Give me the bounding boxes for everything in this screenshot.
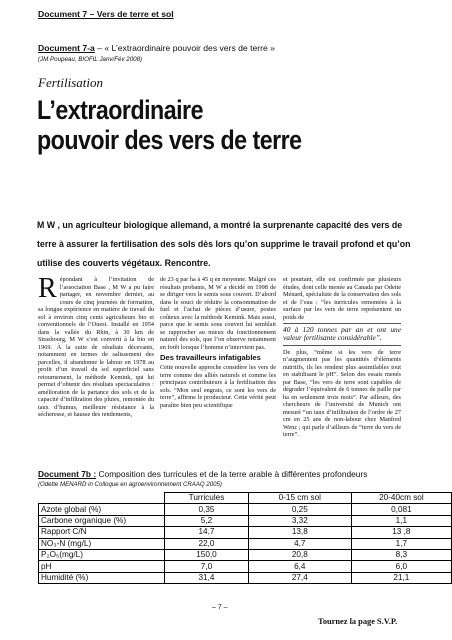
table-cell: 1,1 [351,515,451,526]
table-cell: 5,2 [165,515,249,526]
document-header: Document 7 – Vers de terre et sol [38,9,174,19]
table-row [39,527,452,538]
table-cell: 1,7 [351,538,451,549]
article-scan [32,65,422,439]
table-cell: 150,0 [165,549,249,560]
table-cell: 8,3 [351,549,451,560]
table-row [39,549,452,560]
table-cell: 22,0 [165,538,249,549]
article-column-3 [283,276,401,468]
doc-a-title: – « L’extraordinaire pouvoir des vers de terre » [94,43,275,53]
row-label: Azote global (%) [39,504,165,515]
table-cell: 0,25 [248,504,351,515]
row-label: P₂O₅(mg/L) [39,549,165,560]
row-label: NO₃-N (mg/L) [39,538,165,549]
doc-a-label: Document 7-a [38,43,95,53]
table-cell: 6,4 [248,561,351,572]
column-2-subheading: Des travailleurs infatigables [160,353,261,362]
table-cell: 7,0 [165,561,249,572]
turn-page-note: Tournez la page S.V.P. [318,617,398,626]
table-cell: 0,35 [165,504,249,515]
table-cell: 4,7 [248,538,351,549]
table-row [39,504,452,515]
column-3-text-1: et pourtant, elle est confirmée par plusieurs études, dont celle menée au Canada par Odette Ménard, spécialiste de la conservation des sols et de l’eau : “les turricules remontées à la surface par les vers de terre représentent un poids de [283,276,401,321]
headline-line-2: pouvoir des vers de terre [37,125,302,155]
table-row [39,538,452,549]
row-label: Rapport C/N [39,527,165,538]
article-rubric: Fertilisation [38,75,103,90]
table-cell: 3,32 [248,515,351,526]
headline-line-1: L’extraordinaire [37,95,203,125]
column-2-text-1: de 23 q par ha à 45 q en moyenne. Malgré ces résultats probants, M W a décidé en 1998 de se diriger vers le semis sous couvert. D’abord dans le souci de réduire la consommation de fuel et l’achat de pièces d’usure, postes coûteux avec la méthode Kemink. Mais aussi, parce que le semis sous couvert lui semblait se rapprocher au mieux du fonctionnement naturel des sols, que l’on observe notamment en forêt lorsque l’homme n’intervient pas. [160,276,276,351]
table-cell: 14,7 [165,527,249,538]
table-cell: 0,081 [351,504,451,515]
doc-a-source: (JM Poupeau, BIOFIL Janv/Fév 2008) [38,56,143,63]
article-column-1 [38,276,154,468]
row-label: Carbone organique (%) [39,515,165,526]
table-row [39,572,452,583]
table-cell: 27,4 [248,572,351,583]
table-row [39,515,452,526]
drop-cap: R [38,276,57,304]
composition-table [38,492,452,584]
doc-b-source: (Odette MENARD in Colloque en agroenvironnement CRAAQ 2005) [38,481,222,488]
column-1-text: épondant à l’invitation de l’association Base , M W a pu faire partager, en novembre dernier, au cours de cinq journées de formation, sa longue expérience en matière de travail du sol à environ cinq cents agriculteurs bio et conventionnels de l’Ouest. Installé en 1954 dans la vallée du Rhin, à 30 km de Strasbourg, M W s’est converti à la bio en 1969. À la suite de résultats décevants, notamment en termes de salissement des parcelles, il abandonne le labour en 1978 au profit d’un travail du sol superficiel sans retournement, la méthode Kemink, qui lui permet d’obtenir des résultats spectaculaires : amélioration de la partance des sols et de la capacité d’infiltration des pluies, remontée du taux d’humus, meilleure résistance à la sécheresse, et hausse des rendements, [38,276,154,418]
table-header-cell: Turricules [165,493,249,504]
doc-b-title: Composition des turricules et de la terre arable à différentes profondeurs [96,469,368,479]
table-header-empty [39,493,165,504]
table-cell: 6,0 [351,561,451,572]
column-3-pull-quote: 40 à 120 tonnes par an et ont une valeur fertilisante considérable”. [283,323,401,346]
table-cell: 21,1 [351,572,451,583]
doc-b-title-line [38,469,367,479]
doc-a-title-line [38,43,275,53]
table-cell: 20,8 [248,549,351,560]
column-3-text-2: De plus, “même si les vers de terre n’augmentent pas les quantités d’éléments nutritifs, ils les rendent plus assimilables tout en stabilisant le pH”. Selon des essais menés par Base, “les vers de terre sont capables de dégrader l’équivalent de 6 tonnes de paille par ha en seulement trois mois”. Par ailleurs, des chercheurs de l’université de Munich ont mesuré “un taux d’infiltration de l’ordre de 27 cm en 25 ans de non-labour chez Manfred Wenz ; qui parle d’ailleurs de “terre du vers de terre”. [283,348,401,439]
doc-b-label: Document 7b : [38,469,97,479]
table-cell: 31,4 [165,572,249,583]
table-row [39,561,452,572]
article-lead: M W , un agriculteur biologique allemand, a montré la surprenante capacité des vers de terre à assurer la fertilisation des sols dès lors qu’on supprime le travail profond et qu’on utilise des couverts végétaux. Rencontre. [37,220,411,268]
table-header-cell: 0-15 cm sol [248,493,351,504]
row-label: pH [39,561,165,572]
row-label: Humidité (%) [39,572,165,583]
table-header-row [39,493,452,504]
column-2-text-2: Cette nouvelle approche considère les vers de terre comme des alliés naturels et comme les principaux contributeurs à la fertilisation des sols. “Mon seul engrais, ce sont les vers de terre”, affirme le producteur. Cette vérité peut paraître bien peu scientifique [160,364,276,409]
article-column-2 [160,276,276,468]
table-cell: 13,8 [248,527,351,538]
article-headline [37,95,302,155]
table-header-cell: 20-40cm sol [351,493,451,504]
table-cell: 13 ,8 [351,527,451,538]
page-number: – 7 – [212,604,228,611]
